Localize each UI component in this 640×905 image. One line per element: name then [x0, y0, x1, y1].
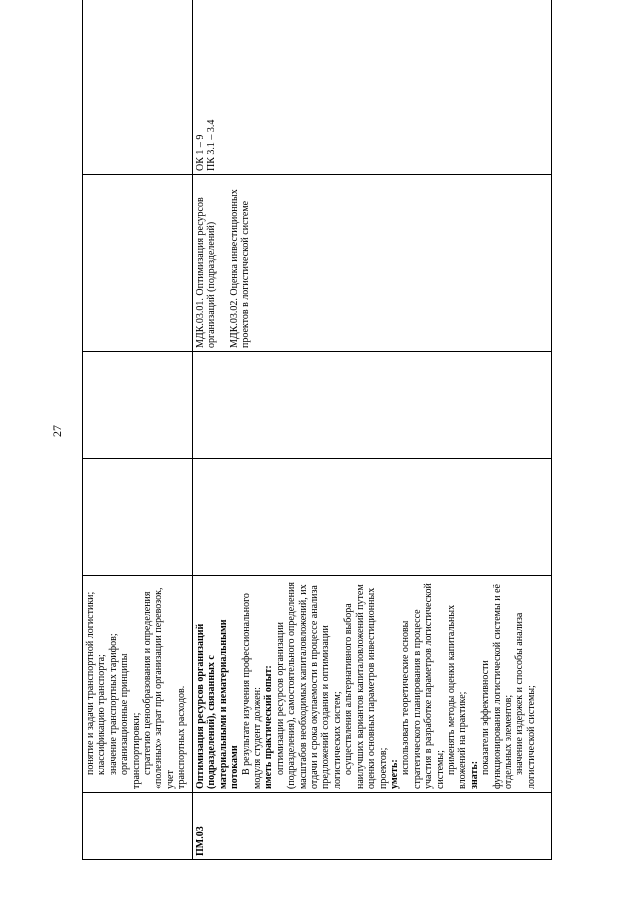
text-line: «полезных» затрат при организации перевозок, учет: [153, 587, 176, 789]
cell-mdk: [193, 175, 552, 352]
heading-knowledge: знать:: [468, 760, 480, 789]
cell-empty: [193, 352, 552, 459]
table-row: [83, 0, 193, 860]
experience-item: оптимизации ресурсов организации (подразделения), самостоятельного определения масштабов необходимых капиталовложений, их отдачи и срока окупаемости в процессе анализа предложений создания и оптимизации логистических систем;: [274, 582, 343, 789]
knowledge-item: значение издержек и способы анализа логистической системы;: [514, 612, 537, 789]
cell-empty: [83, 0, 193, 175]
module-title: Оптимизация ресурсов организаций (подразделений), связанных с материальными и нематериальными потоками: [195, 619, 241, 789]
knowledge-item: показатели эффективности функционирования логистической системы и её отдельных элементов;: [480, 584, 514, 789]
heading-experience: иметь практический опыт:: [263, 665, 275, 789]
cell-module-code: [193, 793, 552, 860]
mdk-item: МДК.03.02. Оценка инвестиционных проектов в логистической системе: [228, 189, 252, 348]
cell-competencies: [193, 0, 552, 175]
table-row: [193, 0, 552, 860]
text-line: организационные принципы транспортировки;: [119, 653, 142, 789]
cell-empty: [83, 352, 193, 459]
heading-skills: уметь:: [388, 759, 400, 789]
competency: ОК 1 – 9: [195, 134, 206, 171]
skill-item: применять методы оценки капитальных вложений на практике;: [445, 604, 469, 789]
competency: ПК 3.1 – 3.4: [206, 119, 218, 171]
cell-module-content: [193, 576, 552, 793]
text-line: понятие и задачи транспортной логистики;: [85, 591, 96, 775]
module-intro: В результате изучения профессионального модуля студент должен:: [240, 593, 264, 789]
cell-empty: [193, 459, 552, 576]
curriculum-table: [82, 0, 552, 860]
cell-empty: [83, 175, 193, 352]
text-line: классификацию транспорта;: [96, 654, 108, 775]
text-line: стратегию ценообразования и определения: [142, 591, 154, 775]
text-line: транспортных расходов.: [176, 685, 188, 789]
skill-item: использовать теоретические основы стратегического планирования в процессе участия в разработке параметров логистической системы;: [400, 583, 446, 789]
mdk-item: МДК.03.01. Оптимизация ресурсов организаций (подразделений): [195, 197, 218, 348]
document-page: [82, 35, 552, 860]
text-line: значение транспортных тарифов;: [107, 633, 119, 775]
experience-item: осуществления альтернативного выбора наилучших вариантов капиталовложений путем оценки основных параметров инвестиционных проектов;: [343, 584, 389, 789]
module-code: ПМ.03: [195, 826, 206, 856]
cell-content: [83, 576, 193, 793]
cell-empty: [83, 459, 193, 576]
cell-code-empty: [83, 793, 193, 860]
page-number: 27: [50, 425, 64, 437]
